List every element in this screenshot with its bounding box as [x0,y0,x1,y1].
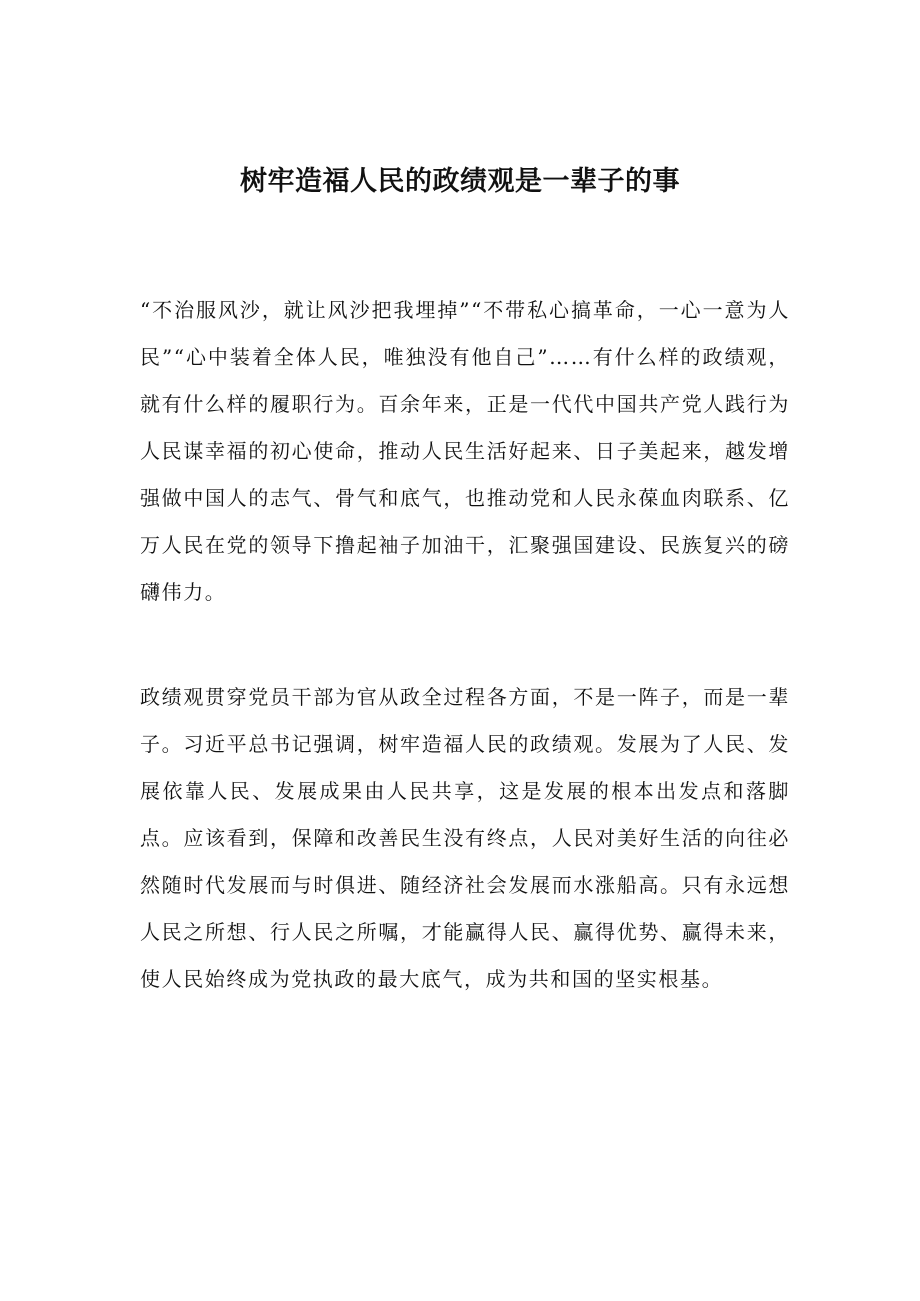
paragraph-1: “不治服风沙，就让风沙把我埋掉”“不带私心搞革命，一心一意为人民”“心中装着全体人民，唯独没有他自己”……有什么样的政绩观，就有什么样的履职行为。百余年来，正是一代代中国共产党人践行为人民谋幸福的初心使命，推动人民生活好起来、日子美起来，越发增强做中国人的志气、骨气和底气，也推动党和人民永葆血肉联系、亿万人民在党的领导下撸起袖子加油干，汇聚强国建设、民族复兴的磅礴伟力。 [140,298,790,604]
paragraph-2: 政绩观贯穿党员干部为官从政全过程各方面，不是一阵子，而是一辈子。习近平总书记强调，树牢造福人民的政绩观。发展为了人民、发展依靠人民、发展成果由人民共享，这是发展的根本出发点和落脚点。应该看到，保障和改善民生没有终点，人民对美好生活的向往必然随时代发展而与时俱进、随经济社会发展而水涨船高。只有永远想人民之所想、行人民之所嘱，才能赢得人民、赢得优势、赢得未来，使人民始终成为党执政的最大底气，成为共和国的坚实根基。 [140,685,790,991]
document-title: 树牢造福人民的政绩观是一辈子的事 [240,166,680,197]
